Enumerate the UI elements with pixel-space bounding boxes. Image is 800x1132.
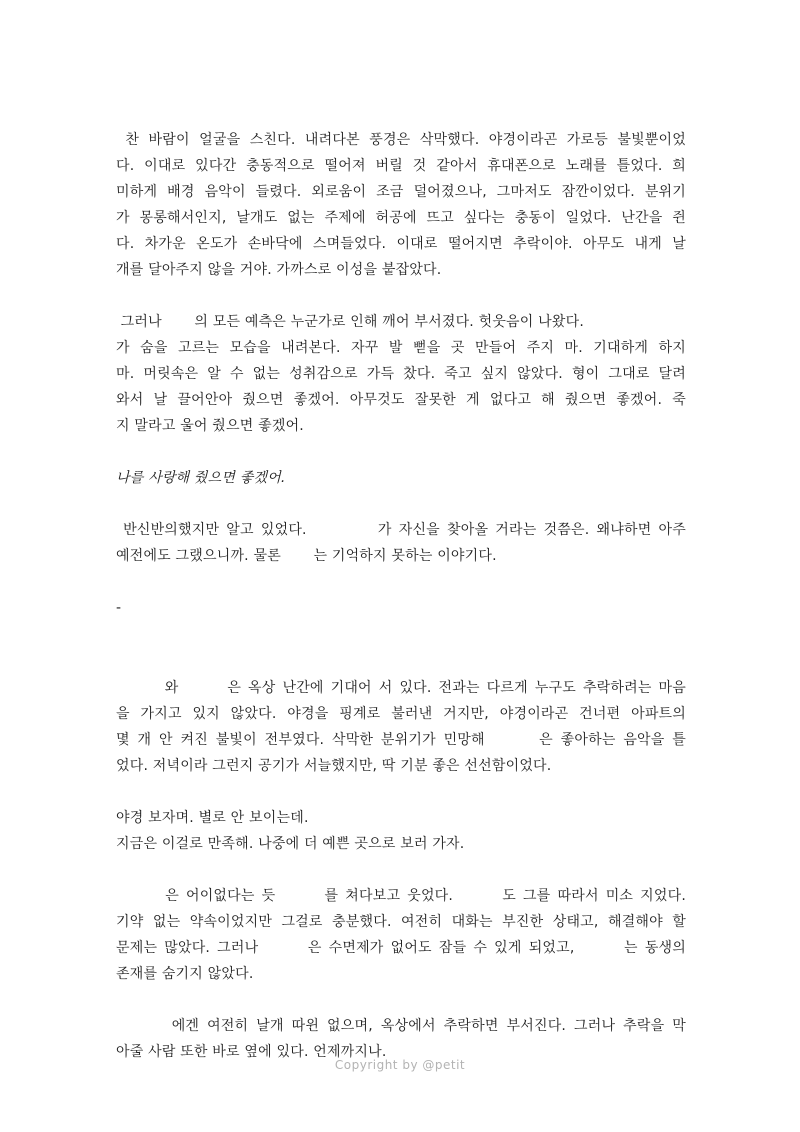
text-line: 와 은 옥상 난간에 기대어 서 있다. 전과는 다르게 누구도 추락하려는 마음: [116, 680, 686, 696]
divider-dash: -: [116, 600, 122, 616]
text-line: 지 말라고 울어 줬으면 좋겠어.: [116, 418, 304, 434]
text-line: 와서 날 끌어안아 줬으면 좋겠어. 아무것도 잘못한 게 없다고 해 줬으면 좋겠어. 죽: [116, 392, 686, 408]
text-line: 을 가지고 있지 않았다. 야경을 핑계로 불러낸 거지만, 야경이라곤 건너편 아파트의: [116, 706, 686, 722]
text-line: 그러나 의 모든 예측은 누군가로 인해 깨어 부서졌다. 헛웃음이 나왔다.: [116, 314, 584, 330]
paragraph-4: [116, 517, 686, 569]
paragraph-7: [116, 883, 686, 987]
text-line: 가 숨을 고르는 모습을 내려본다. 자꾸 발 뻗을 곳 만들어 주지 마. 기대하게 하지: [116, 340, 686, 356]
copyright-footer: Copyright by @petit: [334, 1058, 466, 1072]
text-line: 반신반의했지만 알고 있었다. 가 자신을 찾아올 거라는 것쯤은. 왜냐하면 아주: [116, 522, 686, 538]
paragraph-6-dialogue: [116, 805, 686, 857]
italic-text-line: 나를 사랑해 줬으면 좋겠어.: [116, 470, 286, 486]
paragraph-2: [116, 309, 686, 439]
text-line: 기약 없는 약속이었지만 그걸로 충분했다. 여전히 대화는 부진한 상태고, 해결해야 할: [116, 914, 686, 930]
text-line: 아줄 사람 또한 바로 옆에 있다. 언제까지나.: [116, 1044, 387, 1060]
text-line: 마. 머릿속은 알 수 없는 성취감으로 가득 찼다. 죽고 싶지 않았다. 형이 그대로 달려: [116, 366, 686, 382]
text-line: 다. 이대로 있다간 충동적으로 떨어져 버릴 것 같아서 휴대폰으로 노래를 틀었다. 희: [116, 158, 686, 174]
dialogue-line: 지금은 이걸로 만족해. 나중에 더 예쁜 곳으로 보러 가자.: [116, 836, 465, 852]
text-line: 개를 달아주지 않을 거야. 가까스로 이성을 붙잡았다.: [116, 262, 442, 278]
text-line: 찬 바람이 얼굴을 스친다. 내려다본 풍경은 삭막했다. 야경이라곤 가로등 불빛뿐이었: [116, 132, 686, 148]
text-line: 에겐 여전히 날개 따윈 없으며, 옥상에서 추락하면 부서진다. 그러나 추락을 막: [116, 1018, 686, 1034]
paragraph-3-italic: [116, 465, 686, 491]
text-line: 가 몽롱해서인지, 날개도 없는 주제에 허공에 뜨고 싶다는 충동이 일었다. 난간을 쥔: [116, 210, 686, 226]
story-body: [116, 127, 686, 1091]
text-line: 다. 차가운 온도가 손바닥에 스며들었다. 이대로 떨어지면 추락이야. 아무도 내게 날: [116, 236, 686, 252]
text-line: 문제는 많았다. 그러나 은 수면제가 없어도 잠들 수 있게 되었고, 는 동생의: [116, 940, 686, 956]
text-line: 은 어이없다는 듯 를 쳐다보고 웃었다. 도 그를 따라서 미소 지었다.: [116, 888, 686, 904]
text-line: 몇 개 안 켜진 불빛이 전부였다. 삭막한 분위기가 민망해 은 좋아하는 음악을 틀: [116, 732, 686, 748]
paragraph-1: [116, 127, 686, 283]
section-divider: [116, 595, 686, 621]
paragraph-5: [116, 675, 686, 779]
text-line: 존재를 숨기지 않았다.: [116, 966, 254, 982]
text-line: 었다. 저녁이라 그런지 공기가 서늘했지만, 딱 기분 좋은 선선함이었다.: [116, 758, 552, 774]
dialogue-line: 야경 보자며. 별로 안 보이는데.: [116, 810, 309, 826]
text-line: 미하게 배경 음악이 들렸다. 외로움이 조금 덜어졌으나, 그마저도 잠깐이었다. 분위기: [116, 184, 686, 200]
text-line: 예전에도 그랬으니까. 물론 는 기억하지 못하는 이야기다.: [116, 548, 497, 564]
